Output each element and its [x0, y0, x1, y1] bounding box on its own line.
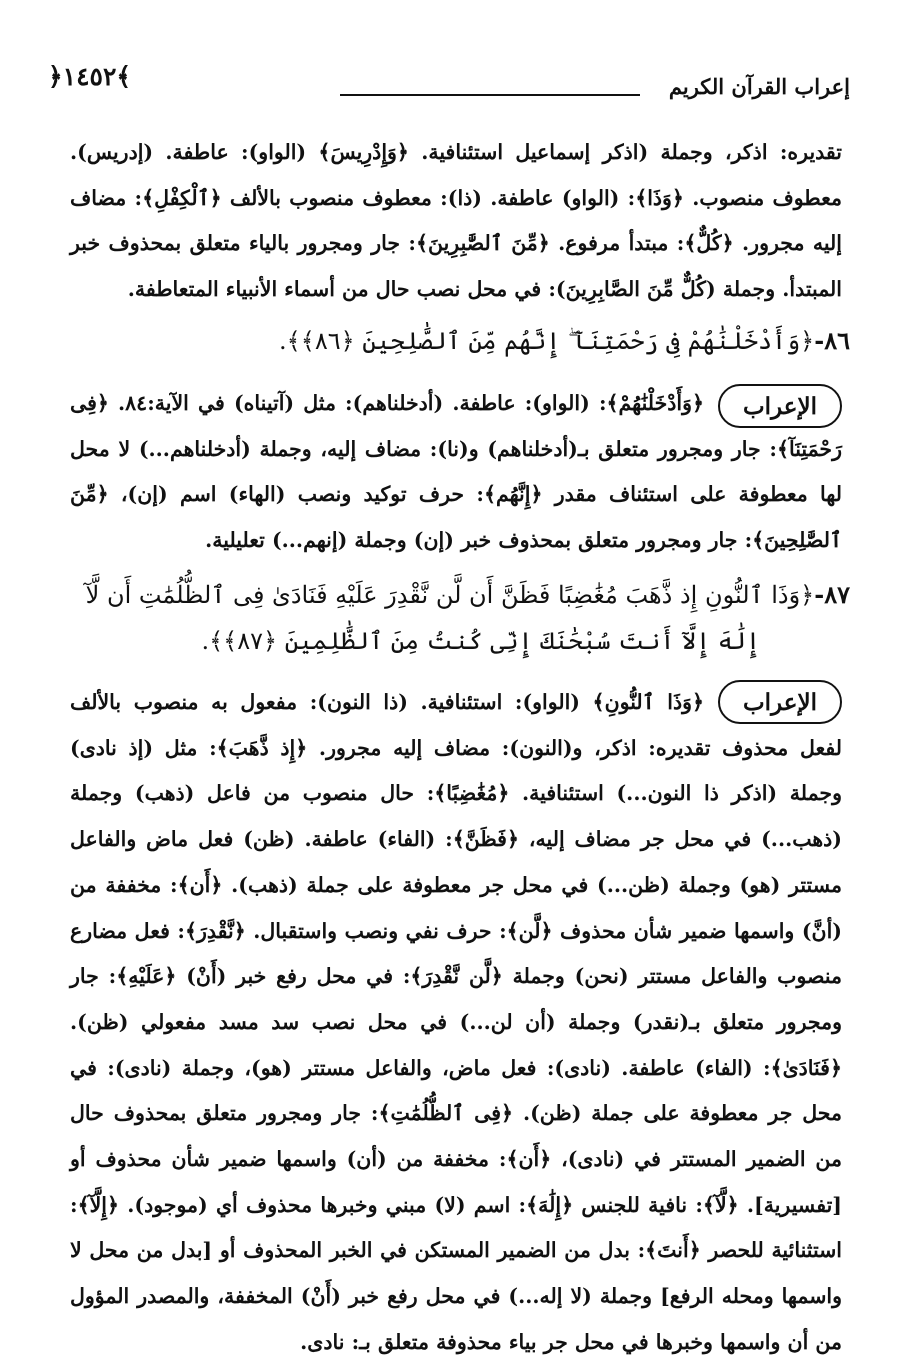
page-number: ﴿١٤٥٢﴾: [48, 62, 132, 91]
verse-number-86: ٨٦-: [814, 326, 850, 355]
verse-86: [70, 317, 850, 365]
irab-label-86: الإعراب: [718, 384, 842, 428]
irab-paragraph-86: [70, 381, 842, 564]
irab-paragraph-85: تقديره: اذكر، وجملة (اذكر إسماعيل استئنافية. ﴿وَإِدْرِيسَ﴾ (الواو): عاطفة. (إدريس). معطوف منصوب. ﴿وَذَا﴾: (الواو) عاطفة. (ذا): معطوف منصوب بالألف ﴿ٱلْكِفْلِ﴾: مضاف إليه مجرور. ﴿كُلٌّ﴾: مبتدأ مرفوع. ﴿مِّنَ ٱلصَّٰبِرِينَ﴾: جار ومجرور بالياء متعلق بمحذوف خبر المبتدأ. وجملة (كُلٌّ مِّنَ الصَّابِرِينَ): في محل نصب حال من أسماء الأنبياء المتعاطفة.: [70, 140, 842, 302]
irab-label-87: الإعراب: [718, 680, 842, 724]
verse-number-87: ٨٧-: [814, 580, 850, 609]
irab-paragraph-87: [70, 680, 842, 1366]
page-header: [40, 62, 850, 110]
irab-text-86: ﴿وَأَدْخَلْنَٰهُمْ﴾: (الواو): عاطفة. (أدخلناهم): مثل (آتيناه) في الآية:٨٤. ﴿فِى رَحْمَتِنَآ﴾: جار ومجرور متعلق بـ(أدخلناهم) و(نا): مضاف إليه، وجملة (أدخلناهم...) لا محل لها معطوفة على استئناف مقدر ﴿إِنَّهُم﴾: حرف توكيد ونصب (الهاء) اسم (إن)، ﴿مِّنَ ٱلصَّٰلِحِينَ﴾: جار ومجرور متعلق بمحذوف خبر (إن) وجملة (إنهم...) تعليلية.: [70, 391, 842, 553]
book-title: إعراب القرآن الكريم: [668, 74, 850, 99]
verse-87-line-2: [70, 617, 760, 665]
verse-text-86: ﴿وَأَدْخَلْنَٰهُمْ فِى رَحْمَتِنَآ ۖ إِنَّهُم مِّنَ ٱلصَّٰلِحِينَ ﴿٨٦﴾﴾.: [279, 327, 815, 355]
verse-87-line-1: [70, 571, 850, 619]
verse-text-87-line-1: ﴿وَذَا ٱلنُّونِ إِذ ذَّهَبَ مُغَٰضِبًا فَظَنَّ أَن لَّن نَّقْدِرَ عَلَيْهِ فَنَادَىٰ فِى ٱلظُّلُمَٰتِ أَن لَّآ: [85, 581, 815, 609]
irab-text-87: ﴿وَذَا ٱلنُّونِ﴾ (الواو): استئنافية. (ذا النون): مفعول به منصوب بالألف لفعل محذوف تقديره: اذكر، و(النون): مضاف إليه مجرور. ﴿إِذ ذَّهَبَ﴾: مثل (إذ نادى) وجملة (اذكر ذا النون...) استئنافية. ﴿مُغَٰضِبًا﴾: حال منصوب من فاعل (ذهب) وجملة (ذهب...) في محل جر مضاف إليه، ﴿فَظَنَّ﴾: (الفاء) عاطفة. (ظن) فعل ماض والفاعل مستتر (هو) وجملة (ظن...) في محل جر معطوفة على جملة (ذهب). ﴿أَن﴾: مخففة من (أنَّ) واسمها ضمير شأن محذوف ﴿لَّن﴾: حرف نفي ونصب واستقبال. ﴿نَّقْدِرَ﴾: فعل مضارع منصوب والفاعل مستتر (نحن) وجملة ﴿لَّن نَّقْدِرَ﴾: في محل رفع خبر (أَنْ) ﴿عَلَيْهِ﴾: جار ومجرور متعلق بـ(نقدر) وجملة (أن لن...) في محل نصب سد مسد مفعولي (ظن). ﴿فَنَادَىٰ﴾: (الفاء) عاطفة. (نادى): فعل ماض، والفاعل مستتر (هو)، وجملة (نادى): في محل جر معطوفة على جملة (ظن). ﴿فِى ٱلظُّلُمَٰتِ﴾: جار ومجرور متعلق بمحذوف حال من الضمير المستتر في (نادى)، ﴿أَن﴾: مخففة من (أن) واسمها ضمير شأن محذوف أو [تفسيرية]. ﴿لَّآ﴾: نافية للجنس ﴿إِلَٰهَ﴾: اسم (لا) مبني وخبرها محذوف أي (موجود). ﴿إِلَّآ﴾: استثنائية للحصر ﴿أَنتَ﴾: بدل من الضمير المستكن في الخبر المحذوف أو [بدل من محل لا واسمها ومحله الرفع] وجملة (لا إله...) في محل رفع خبر (أَنْ) المخففة، والمصدر المؤول من أن واسمها وخبرها في محل جر بياء محذوفة متعلق بـ: نادى.: [70, 690, 842, 1354]
header-rule: [340, 94, 640, 96]
verse-text-87-line-2: إِلَٰهَ إِلَّآ أَنتَ سُبْحَٰنَكَ إِنِّى كُنتُ مِنَ ٱلظَّٰلِمِينَ ﴿٨٧﴾﴾.: [201, 627, 760, 655]
